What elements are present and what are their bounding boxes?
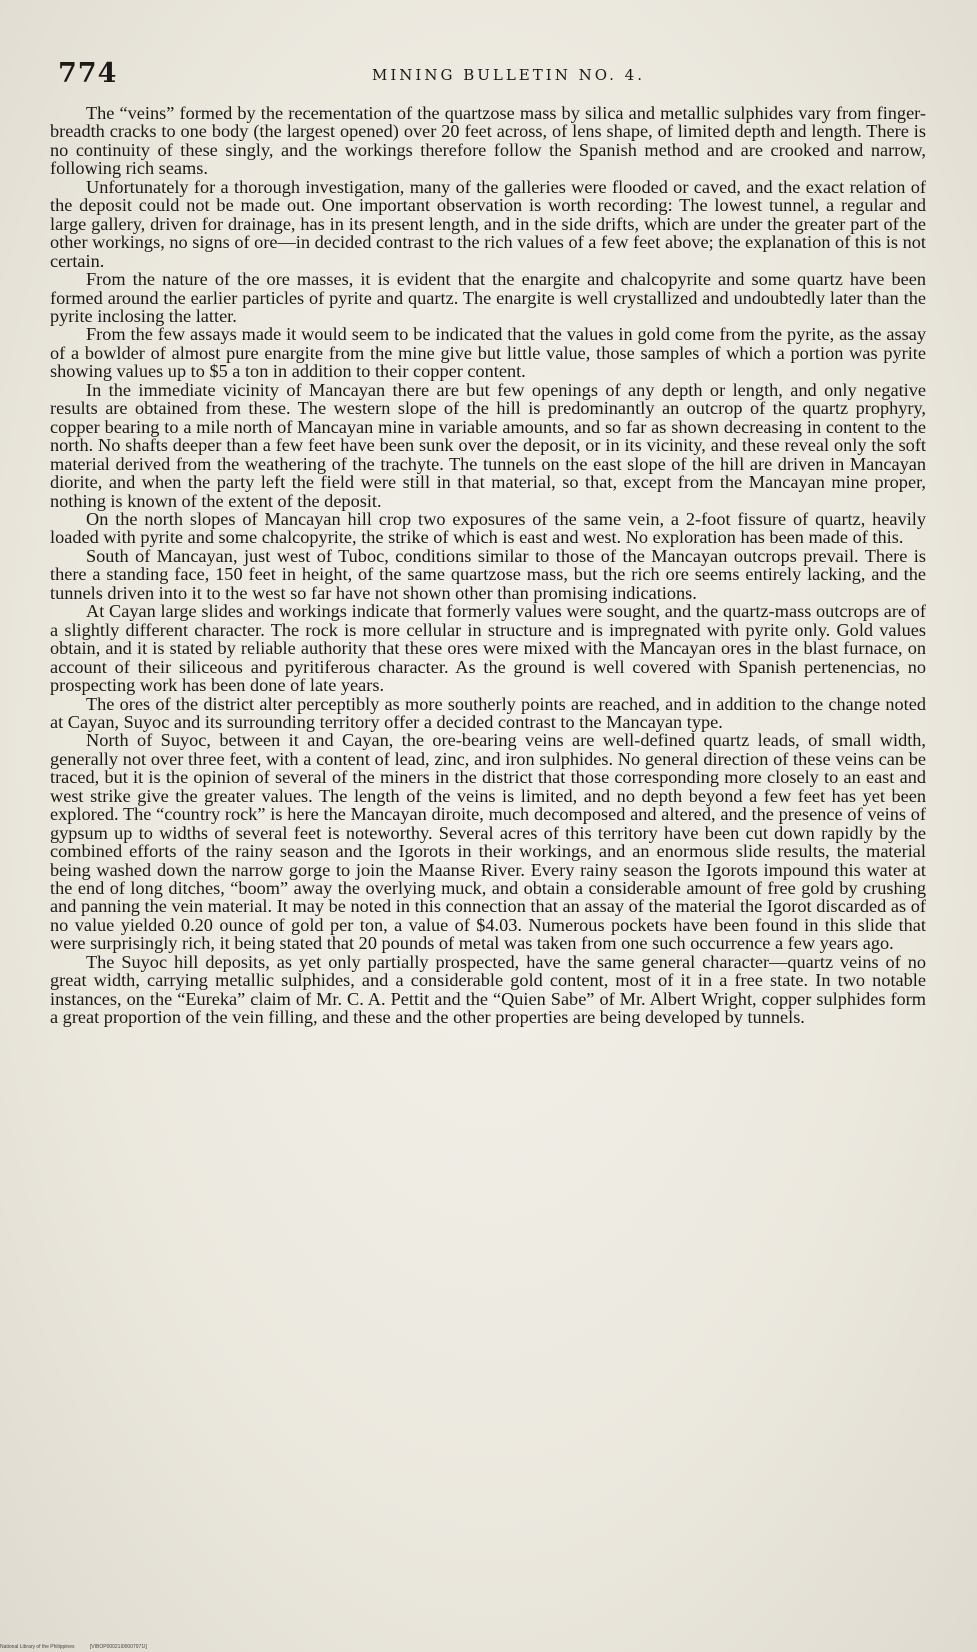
paragraph: Unfortunately for a thorough investigation, many of the galleries were flooded or caved, and the exact relation of the deposit could not be made out. One important observation is worth recording: The lowest tunnel, a regular and large gallery, driven for drainage, has in its present length, and in the side drifts, which are under the greater part of the other workings, no signs of ore—in decided contrast to the rich values of a few feet above; the explanation of this is not certain. [50, 176, 926, 271]
paragraph: On the north slopes of Mancayan hill crop two exposures of the same vein, a 2-foot fissure of quartz, heavily loaded with pyrite and some chalcopyrite, the strike of which is east and west. No exploration has been made of this. [50, 508, 926, 548]
document-code: [VIBOP00021I00007971I] [89, 1644, 147, 1650]
page-header [58, 58, 919, 98]
paragraph: The ores of the district alter perceptibly as more southerly points are reached, and in addition to the change noted at Cayan, Suyoc and its surrounding territory offer a decided contrast to the Mancayan type. [50, 693, 926, 732]
source-label: National Library of the Philippines [0, 1644, 75, 1650]
paragraph: The Suyoc hill deposits, as yet only partially prospected, have the same general character—quartz veins of no great width, carrying metallic sulphides, and a considerable gold content, most of it in a free state. In two notable instances, on the “Eureka” claim of Mr. C. A. Pettit and the “Quien Sabe” of Mr. Albert Wright, copper sulphides form a great proportion of the vein filling, and these and the other properties are being developed by tunnels. [50, 951, 926, 1028]
paragraph: At Cayan large slides and workings indicate that formerly values were sought, and the quartz-mass outcrops are of a slightly different character. The rock is more cellular in structure and is impregnated with pyrite only. Gold values obtain, and it is stated by reliable authority that these ores were mixed with the Mancayan ores in the blast furnace, on account of their siliceous and pyritiferous character. As the ground is well covered with Spanish pertenencias, no prospecting work has been done of late years. [50, 601, 926, 696]
paragraph: From the few assays made it would seem to be indicated that the values in gold come from the pyrite, as the assay of a bowlder of almost pure enargite from the mine give but little value, those samples of which a portion was pyrite showing values up to $5 a ton in addition to their copper content. [50, 324, 926, 382]
paragraph: South of Mancayan, just west of Tuboc, conditions similar to those of the Mancayan outcrops prevail. There is there a standing face, 150 feet in height, of the same quartzose mass, but the rich ore seems entirely lacking, and the tunnels driven into it to the west so far have not shown other than promising indications. [50, 545, 926, 603]
paragraph: In the immediate vicinity of Mancayan there are but few openings of any depth or length, and only negative results are obtained from these. The western slope of the hill is predominantly an outcrop of the quartz prophyry, copper bearing to a mile north of Mancayan mine in variable amounts, and so far as shown decreasing in content to the north. No shafts deeper than a few feet have been sunk over the deposit, or in its vicinity, and these reveal only the soft material derived from the weathering of the trachyte. The tunnels on the east slope of the hill are driven in Mancayan diorite, and when the party left the field were still in that material, so that, except from the Mancayan mine proper, nothing is known of the extent of the deposit. [50, 379, 926, 511]
paragraph: The “veins” formed by the recementation of the quartzose mass by silica and metallic sulphides vary from finger-breadth cracks to one body (the largest opened) over 20 feet across, of lens shape, of limited depth and length. There is no continuity of these singly, and the workings therefore follow the Spanish method and are crooked and narrow, following rich seams. [50, 103, 926, 179]
scan-footer [0, 1644, 161, 1650]
page-number: 774 [58, 58, 118, 89]
paragraph: From the nature of the ore masses, it is evident that the enargite and chalcopyrite and some quartz have been formed around the earlier particles of pyrite and quartz. The enargite is well crystallized and undoubtedly later than the pyrite inclosing the latter. [50, 269, 926, 326]
paragraph: North of Suyoc, between it and Cayan, the ore-bearing veins are well-defined quartz leads, of small width, generally not over three feet, with a content of lead, zinc, and iron sulphides. No general direction of these veins can be traced, but it is the opinion of several of the miners in the district that those corresponding more closely to an east and west strike give the greater values. The length of the veins is limited, and no depth beyond a few feet has yet been explored. The “country rock” is here the Mancayan diroite, much decomposed and altered, and the presence of veins of gypsum up to widths of several feet is noteworthy. Several acres of this territory have been cut down rapidly by the combined efforts of the rainy season and the Igorots in their workings, and an enormous slide results, the material being washed down the narrow gorge to join the Maanse River. Every rainy season the Igorots impound this water at the end of long ditches, “boom” away the overlying muck, and obtain a considerable amount of free gold by crushing and panning the vein material. It may be noted in this connection that an assay of the material the Igorot discarded as of no value yielded 0.20 ounce of gold per ton, a value of $4.03. Numerous pockets have been found in this slide that were surprisingly rich, it being stated that 20 pounds of metal was taken from one such occurrence a few years ago. [50, 730, 926, 954]
running-head: MINING BULLETIN NO. 4. [372, 66, 645, 84]
body-text [50, 104, 926, 1027]
